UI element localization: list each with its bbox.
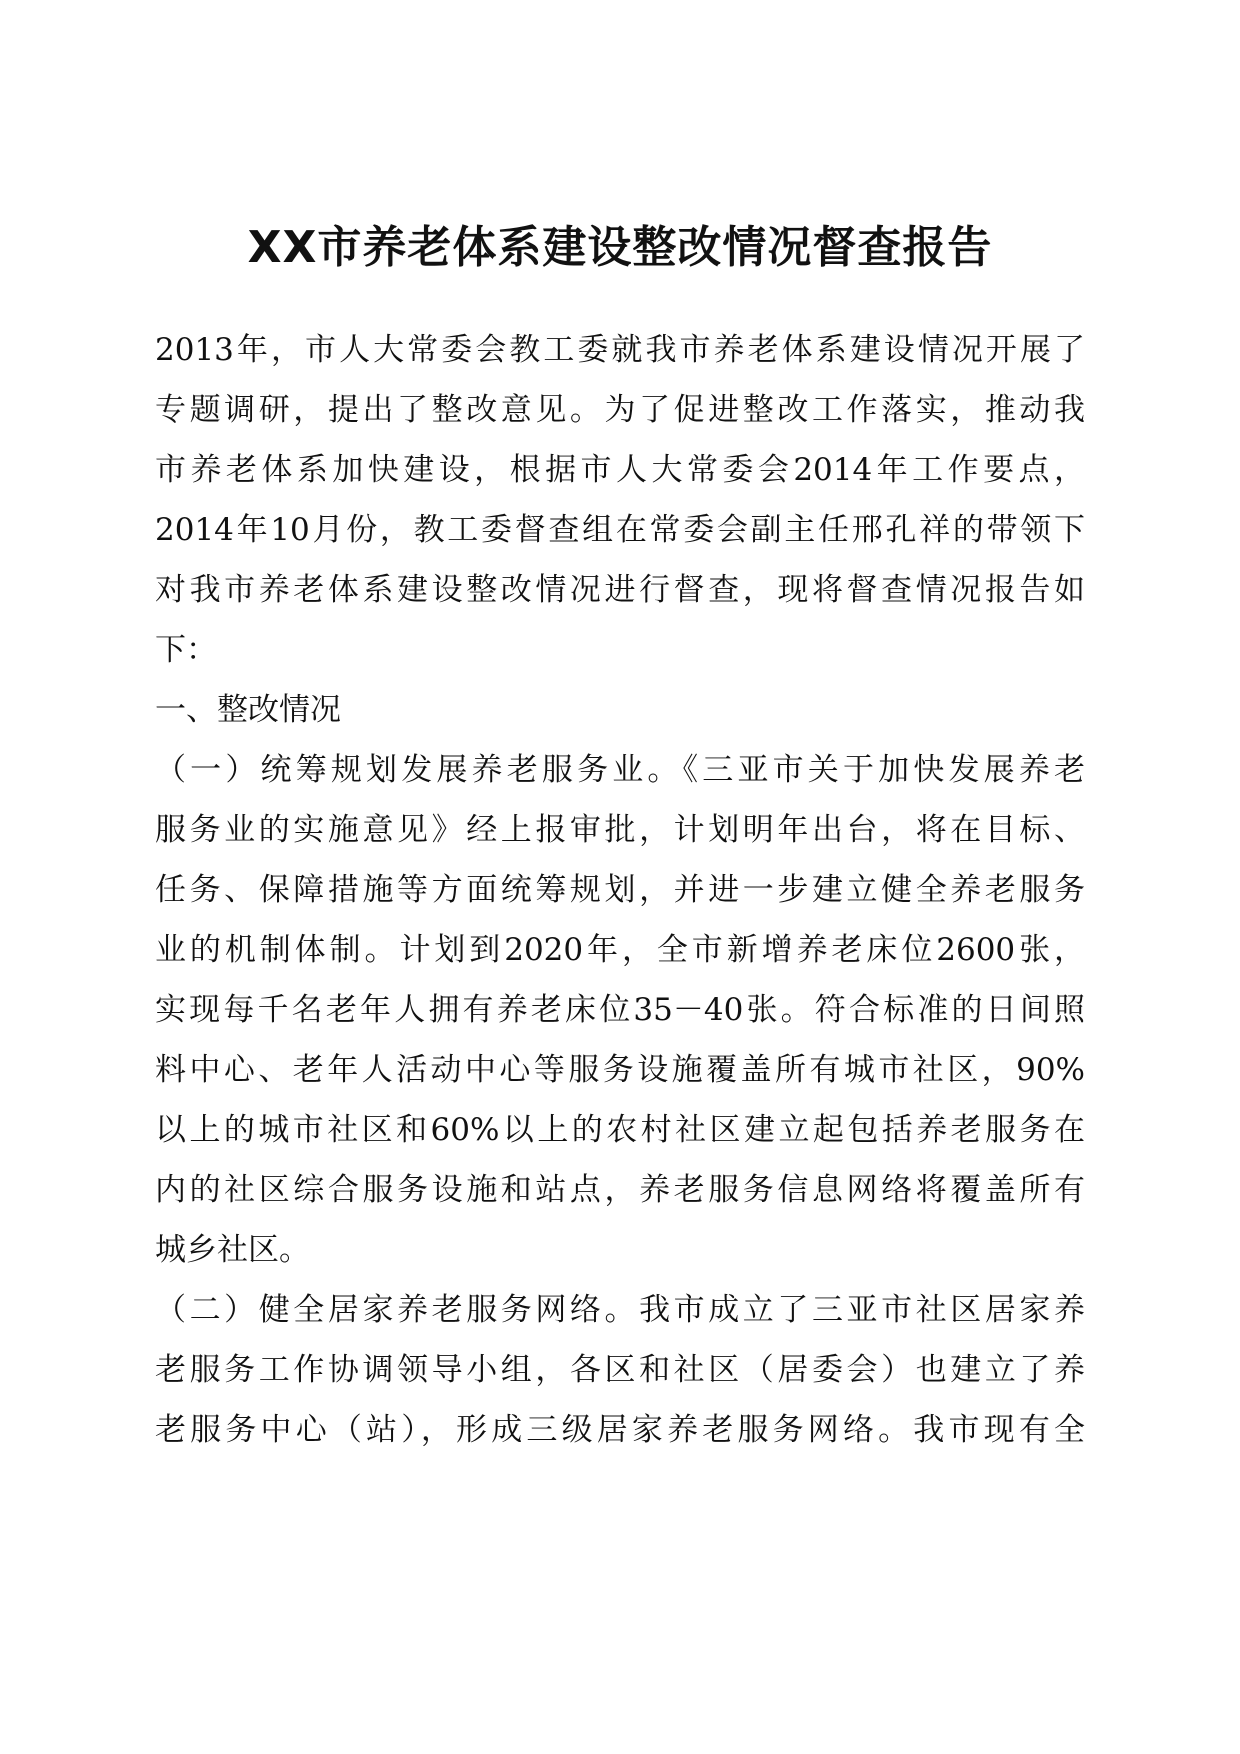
body-line: 老服务中心（站），形成三级居家养老服务网络。我市现有全 xyxy=(155,1412,1085,1448)
body-line: 任务、保障措施等方面统筹规划，并进一步建立健全养老服务 xyxy=(155,872,1085,908)
body-line: 以上的城市社区和60%以上的农村社区建立起包括养老服务在 xyxy=(155,1112,1085,1148)
document-title: XX市养老体系建设整改情况督查报告 xyxy=(247,222,993,273)
body-line: 实现每千名老年人拥有养老床位35－40张。符合标准的日间照 xyxy=(155,992,1085,1028)
body-line: （一）统筹规划发展养老服务业。《三亚市关于加快发展养老 xyxy=(155,752,1085,788)
body-line: 服务业的实施意见》经上报审批，计划明年出台，将在目标、 xyxy=(155,812,1085,848)
body-line: 下： xyxy=(155,632,217,668)
body-line: 内的社区综合服务设施和站点，养老服务信息网络将覆盖所有 xyxy=(155,1172,1085,1208)
body-line: 2013年，市人大常委会教工委就我市养老体系建设情况开展了 xyxy=(155,332,1085,368)
body-line: （二）健全居家养老服务网络。我市成立了三亚市社区居家养 xyxy=(155,1292,1085,1328)
body-line: 2014年10月份，教工委督查组在常委会副主任邢孔祥的带领下 xyxy=(155,512,1085,548)
body-line: 专题调研，提出了整改意见。为了促进整改工作落实，推动我 xyxy=(155,392,1085,428)
document-body xyxy=(155,320,1085,1460)
body-line: 城乡社区。 xyxy=(155,1232,310,1268)
body-line: 业的机制体制。计划到2020年，全市新增养老床位2600张， xyxy=(155,932,1085,968)
body-line: 对我市养老体系建设整改情况进行督查，现将督查情况报告如 xyxy=(155,572,1085,608)
section-heading: 一、整改情况 xyxy=(155,692,341,728)
body-line: 市养老体系加快建设，根据市人大常委会2014年工作要点， xyxy=(155,452,1085,488)
body-line: 料中心、老年人活动中心等服务设施覆盖所有城市社区，90% xyxy=(155,1052,1085,1088)
body-line: 老服务工作协调领导小组，各区和社区（居委会）也建立了养 xyxy=(155,1352,1085,1388)
